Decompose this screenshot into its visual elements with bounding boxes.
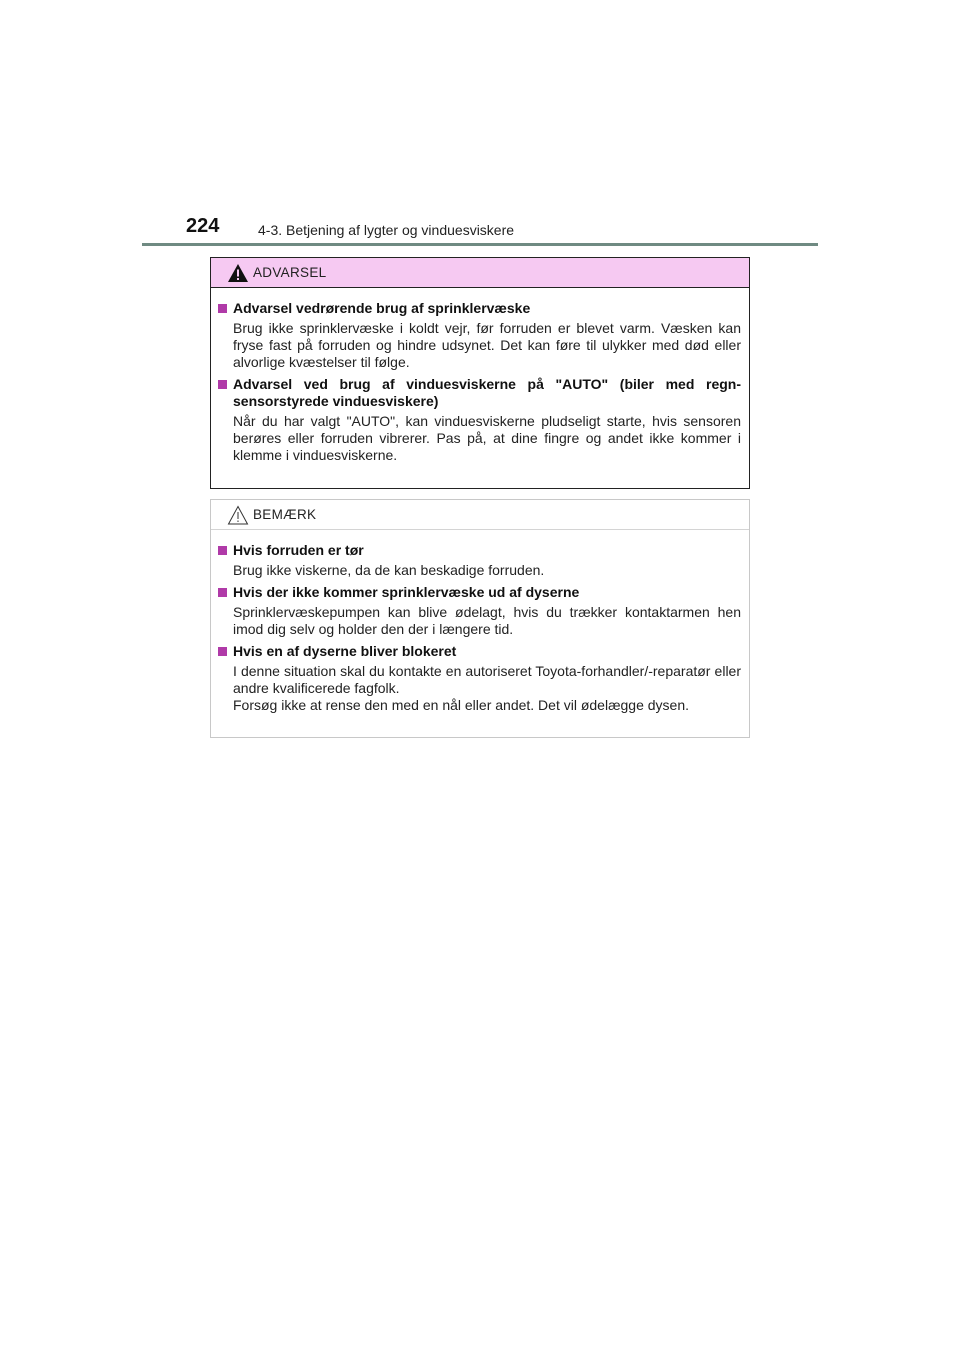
bullet-square-icon — [218, 304, 227, 313]
notice-box-body — [211, 530, 749, 714]
warning-box — [210, 257, 750, 489]
warning-item — [218, 376, 741, 464]
notice-item-text-line: I denne situation skal du kontakte en autoriseret Toyota-forhandler/-reparatør eller andre kvalificerede fagfolk. — [233, 663, 741, 696]
caution-triangle-outline-icon — [227, 505, 249, 525]
warning-box-header — [211, 258, 749, 288]
warning-label: ADVARSEL — [253, 265, 327, 280]
notice-item — [218, 542, 741, 579]
notice-item-text: Sprinklervæskepumpen kan blive ødelagt, hvis du trækker kontaktarmen hen imod dig selv og holder den der i længere tid. — [233, 604, 741, 637]
notice-box-header — [211, 500, 749, 530]
header-rule — [142, 243, 818, 246]
notice-item — [218, 643, 741, 714]
section-title: 4-3. Betjening af lygter og vinduesviskere — [258, 222, 515, 238]
notice-item-text-line: Forsøg ikke at rense den med en nål eller andet. Det vil ødelægge dysen. — [233, 697, 690, 713]
warning-item-text: Når du har valgt "AUTO", kan vinduesviskerne pludseligt starte, hvis sensoren berøres eller forruden vibrerer. Pas på, at dine fingre og andet ikke kommer i klemme i vinduesviskerne. — [233, 413, 741, 463]
notice-box — [210, 499, 750, 738]
page-number: 224 — [186, 215, 220, 237]
notice-item-text — [233, 660, 741, 714]
warning-item-text: Brug ikke sprinklervæske i koldt vejr, før forruden er blevet varm. Væsken kan fryse fast på forruden og hindre udsynet. Det kan føre til ulykker med død eller alvorlige kvæstelser til følge. — [233, 320, 741, 370]
warning-item — [218, 300, 741, 371]
bullet-square-icon — [218, 546, 227, 555]
notice-item — [218, 584, 741, 638]
warning-item-title: Advarsel ved brug af vinduesviskerne på "AUTO" (biler med regn-sensorstyrede vinduesviskere) — [233, 376, 741, 409]
warning-triangle-icon — [227, 263, 249, 283]
notice-item-title: Hvis forruden er tør — [233, 542, 364, 558]
notice-item-title: Hvis en af dyserne bliver blokeret — [233, 643, 457, 659]
page-header — [0, 0, 960, 250]
bullet-square-icon — [218, 647, 227, 656]
notice-item-text: Brug ikke viskerne, da de kan beskadige forruden. — [233, 562, 545, 578]
notice-label: BEMÆRK — [253, 507, 317, 522]
bullet-square-icon — [218, 380, 227, 389]
notice-item-title: Hvis der ikke kommer sprinklervæske ud af dyserne — [233, 584, 580, 600]
bullet-square-icon — [218, 588, 227, 597]
warning-item-title: Advarsel vedrørende brug af sprinklervæske — [233, 300, 531, 316]
warning-box-body — [211, 288, 749, 464]
